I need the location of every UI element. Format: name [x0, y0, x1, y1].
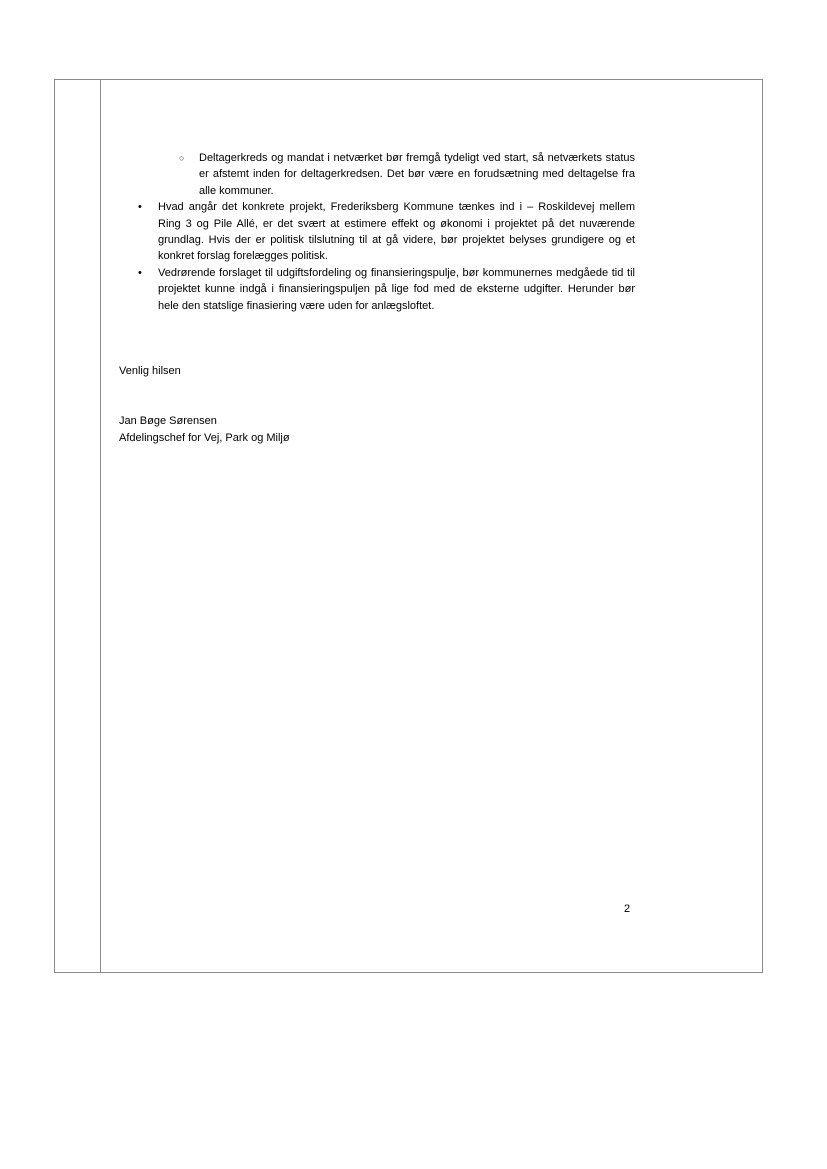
list-item: [138, 265, 635, 314]
list-item-text: Vedrørende forslaget til udgiftsfordeling og finansieringspulje, bør kommunernes medgåede tid til projektet kunne indgå i finansieringspuljen på lige fod med de eksterne udgifter. Herunder bør hele den statslige finasiering være uden for anlægsloftet.: [158, 266, 635, 312]
letter-body: [119, 150, 635, 446]
bullet-icon: •: [138, 266, 142, 279]
bullet-list: [119, 199, 635, 314]
signature-block: [119, 413, 635, 446]
signer-title: Afdelingschef for Vej, Park og Miljø: [119, 431, 290, 444]
list-item: [138, 199, 635, 265]
margin-rule: [100, 79, 101, 973]
sub-bullet-list: [119, 150, 635, 199]
list-item-text: Hvad angår det konkrete projekt, Frederiksberg Kommune tænkes ind i – Roskildevej mellem Ring 3 og Pile Allé, er det svært at estimere effekt og økonomi i projektet på det nuværende grundlag. Hvis der er politisk tilslutning til at gå videre, bør projektet belyses grundigere og et konkret forslag forelægges politisk.: [158, 201, 635, 263]
page-number: 2: [624, 903, 631, 915]
bullet-icon: •: [138, 201, 142, 214]
signer-name: Jan Bøge Sørensen: [119, 415, 217, 428]
closing-salutation: Venlig hilsen: [119, 365, 181, 378]
sub-list-item-text: Deltagerkreds og mandat i netværket bør fremgå tydeligt ved start, så netværkets status er afstemt inden for deltagerkredsen. Det bør være en forudsætning med deltagelse fra alle kommuner.: [199, 152, 635, 197]
sub-list-item: [179, 150, 635, 199]
hollow-circle-bullet-icon: ○: [179, 153, 185, 163]
